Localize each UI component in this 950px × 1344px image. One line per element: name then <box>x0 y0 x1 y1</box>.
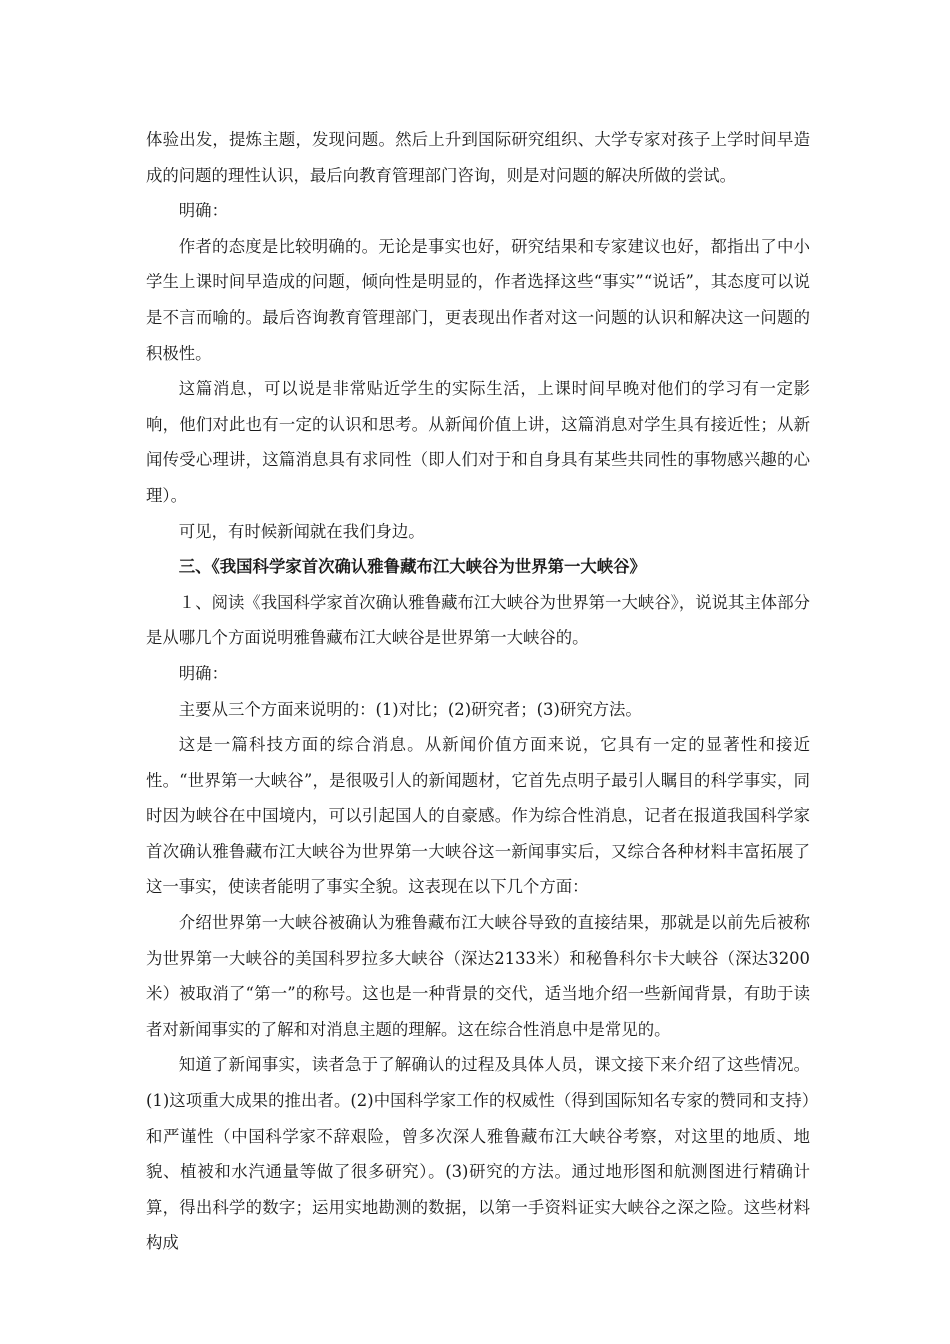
paragraph-answer-label-2: 明确： <box>178 663 228 683</box>
paragraph-news-value: 这篇消息，可以说是非常贴近学生的实际生活，上课时间早晚对他们的学习有一定影响，他们对此也有一定的认识和思考。从新闻价值上讲，这篇消息对学生具有接近性；从新闻传受心理讲，这篇消息具有求同性（即人们对于和自身具有某些共同性的事物感兴趣的心理）。 <box>146 379 810 505</box>
paragraph-author-attitude: 作者的态度是比较明确的。无论是事实也好，研究结果和专家建议也好，都指出了中小学生上课时间早造成的问题，倾向性是明显的，作者选择这些“事实”“说话”，其态度可以说是不言而喻的。最后咨询教育管理部门，更表现出作者对这一问题的认识和解决这一问题的积极性。 <box>146 236 810 363</box>
paragraph-comprehensive-news: 这是一篇科技方面的综合消息。从新闻价值方面来说，它具有一定的显著性和接近性。“世界第一大峡谷”，是很吸引人的新闻题材，它首先点明子最引人瞩目的科学事实，同时因为峡谷在中国境内，可以引起国人的自豪感。作为综合性消息，记者在报道我国科学家首次确认雅鲁藏布江大峡谷为世界第一大峡谷这一新闻事实后，又综合各种材料丰富拓展了这一事实，使读者能明了事实全貌。这表现在以下几个方面： <box>146 735 810 897</box>
paragraph-three-aspects: 主要从三个方面来说明的：(1)对比；(2)研究者；(3)研究方法。 <box>178 699 642 719</box>
paragraph-question-one: １、阅读《我国科学家首次确认雅鲁藏布江大峡谷为世界第一大峡谷》，说说其主体部分是从哪几个方面说明雅鲁藏布江大峡谷是世界第一大峡谷的。 <box>146 592 810 648</box>
section-heading-three: 三、《我国科学家首次确认雅鲁藏布江大峡谷为世界第一大峡谷》 <box>178 557 646 577</box>
paragraph-answer-label: 明确： <box>178 201 228 221</box>
paragraph-direct-result: 介绍世界第一大峡谷被确认为雅鲁藏布江大峡谷导致的直接结果，那就是以前先后被称为世界第一大峡谷的美国科罗拉多大峡谷（深达2133米）和秘鲁科尔卡大峡谷（深达3200米）被取消了“第一”的称号。这也是一种背景的交代，适当地介绍一些新闻背景，有助于读者对新闻事实的了解和对消息主题的理解。这在综合性消息中是常见的。 <box>146 913 810 1039</box>
paragraph-process-details: 知道了新闻事实，读者急于了解确认的过程及具体人员，课文接下来介绍了这些情况。(1)这项重大成果的推出者。(2)中国科学家工作的权威性（得到国际知名专家的赞同和支持）和严谨性（中国科学家不辞艰险，曾多次深人雅鲁藏布江大峡谷考察，对这里的地质、地貌、植被和水汽通量等做了很多研究）。(3)研究的方法。通过地形图和航测图进行精确计算，得出科学的数字；运用实地勘测的数据，以第一手资料证实大峡谷之深之险。这些材料构成 <box>146 1055 810 1253</box>
paragraph-conclusion: 可见，有时候新闻就在我们身边。 <box>178 521 425 541</box>
document-page <box>146 122 810 1261</box>
paragraph-intro-continued: 体验出发，提炼主题，发现问题。然后上升到国际研究组织、大学专家对孩子上学时间早造成的问题的理性认识，最后向教育管理部门咨询，则是对问题的解决所做的尝试。 <box>146 130 810 185</box>
